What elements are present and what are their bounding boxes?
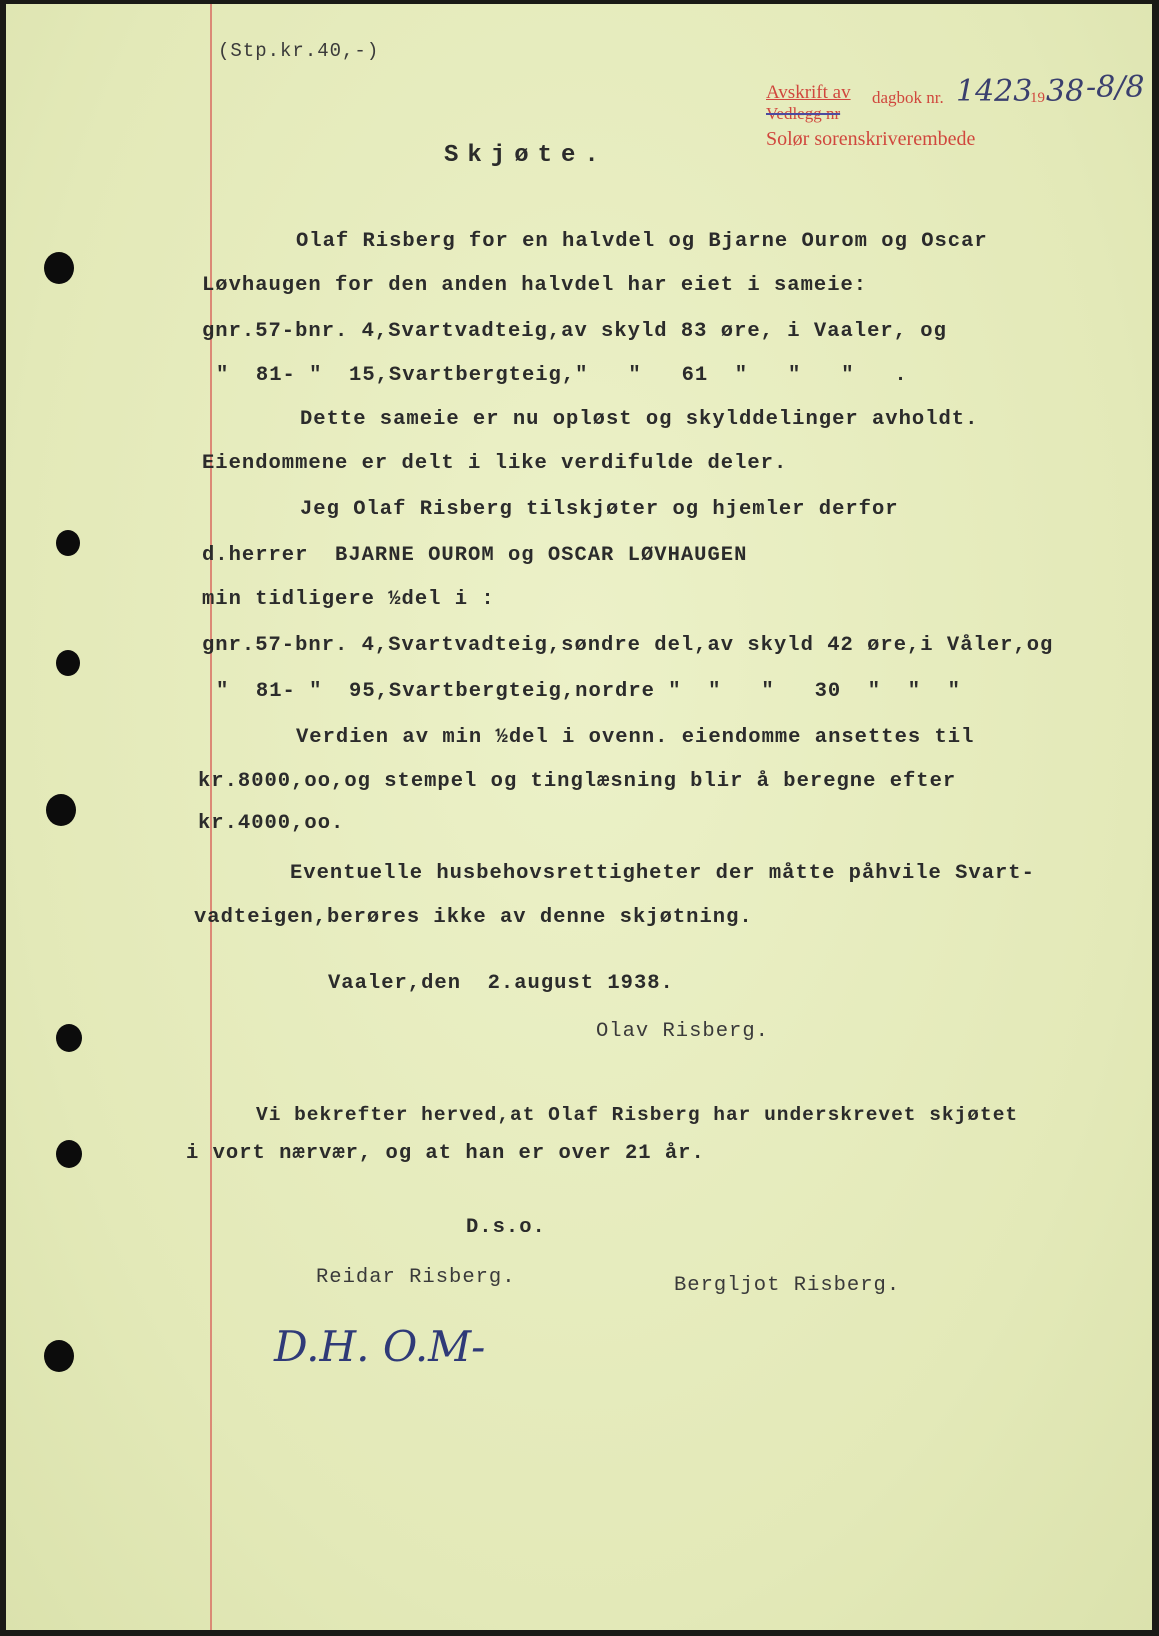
registry-date: -8/8 [1086, 70, 1145, 105]
document-page [6, 4, 1152, 1630]
punch-hole [56, 1140, 82, 1168]
body-line: Dette sameie er nu opløst og skylddelinger avholdt. [300, 408, 979, 431]
body-line: gnr.57-bnr. 4,Svartvadteig,søndre del,av skyld 42 øre,i Våler,og [202, 634, 1054, 657]
stamp-year-prefix: 19 [1030, 90, 1045, 106]
body-line: Verdien av min ½del i ovenn. eiendomme ansettes til [296, 726, 975, 749]
body-line: min tidligere ½del i : [202, 588, 495, 611]
body-line: " 81- " 95,Svartbergteig,nordre " " " 30 " " " [216, 680, 961, 703]
body-line: kr.4000,oo. [198, 812, 345, 835]
body-line: gnr.57-bnr. 4,Svartvadteig,av skyld 83 øre, i Vaaler, og [202, 320, 947, 343]
witness-signature: Reidar Risberg. [316, 1266, 516, 1289]
body-line: kr.8000,oo,og stempel og tinglæsning blir å beregne efter [198, 770, 957, 793]
body-line: Løvhaugen for den anden halvdel har eiet i sameie: [202, 274, 868, 297]
punch-hole [46, 794, 76, 826]
body-line: vadteigen,berøres ikke av denne skjøtning. [194, 906, 753, 929]
body-line: Jeg Olaf Risberg tilskjøter og hjemler derfor [300, 498, 899, 521]
body-line: Eventuelle husbehovsrettigheter der måtte påhvile Svart- [290, 862, 1035, 885]
punch-hole [44, 1340, 74, 1372]
stamp-line-1a: Avskrift av [766, 82, 851, 103]
registry-year: 38 [1046, 74, 1085, 109]
body-line: Eiendommene er delt i like verdifulde deler. [202, 452, 788, 475]
registry-number: 1423 [956, 74, 1033, 109]
handwritten-initials: D.H. O.M- [274, 1322, 486, 1371]
attest-line: i vort nærvær, og at han er over 21 år. [186, 1142, 705, 1165]
body-line: Olaf Risberg for en halvdel og Bjarne Ourom og Oscar [296, 230, 988, 253]
stamp-line-3: Solør sorenskriverembede [766, 128, 976, 150]
document-title: Skjøte. [444, 142, 608, 169]
body-line: d.herrer BJARNE OUROM og OSCAR LØVHAUGEN [202, 544, 748, 567]
dso-mark: D.s.o. [466, 1216, 546, 1239]
punch-hole [56, 650, 80, 676]
punch-hole [44, 252, 74, 284]
witness-signature: Bergljot Risberg. [674, 1274, 901, 1297]
stamp-line-2-struck: Vedlegg nr [766, 104, 841, 123]
punch-hole [56, 1024, 82, 1052]
attest-line: Vi bekrefter herved,at Olaf Risberg har underskrevet skjøtet [256, 1104, 1019, 1126]
body-line: " 81- " 15,Svartbergteig," " 61 " " " . [216, 364, 908, 387]
punch-hole [56, 530, 80, 556]
place-date: Vaaler,den 2.august 1938. [328, 972, 674, 995]
stamp-line-1b: dagbok nr. [872, 88, 944, 107]
price-note: (Stp.kr.40,-) [218, 40, 380, 62]
signature: Olav Risberg. [596, 1020, 769, 1043]
